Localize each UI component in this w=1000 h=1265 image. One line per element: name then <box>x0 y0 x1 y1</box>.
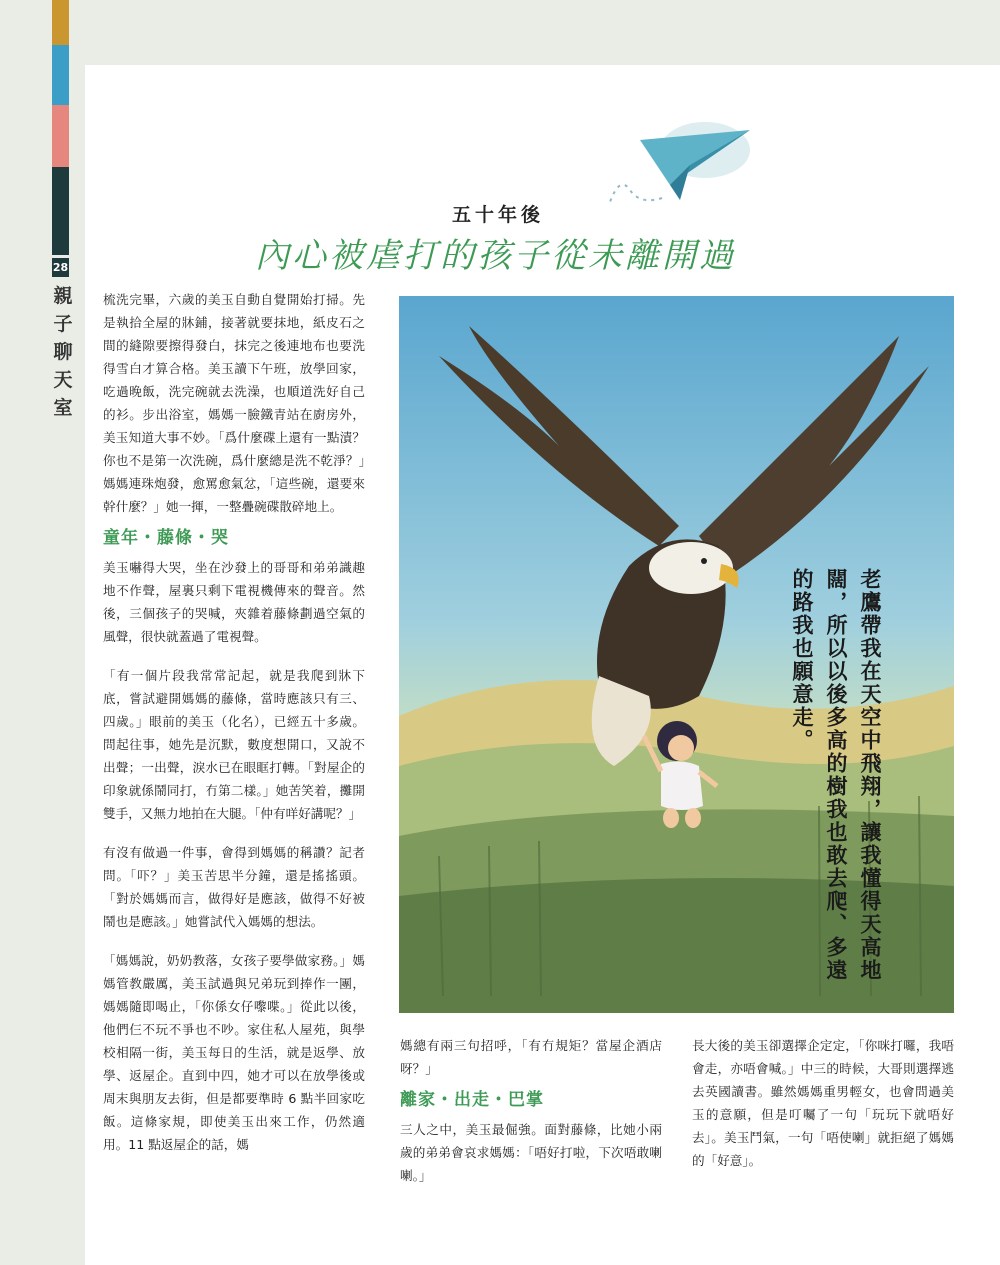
paragraph: 梳洗完畢，六歲的美玉自動自覺開始打掃。先是執拾全屋的牀鋪，接著就要抹地，紙皮石之間的縫隙要擦得發白，抹完之後連地布也要洗得雪白才算合格。美玉讀下午班，放學回家，吃過晚飯，洗完碗就去洗澡，也順道洗好自己的衫。步出浴室，媽媽一臉鐵青站在廚房外，美玉知道大事不妙。「爲什麼碟上還有一點漬？你也不是第一次洗碗，爲什麼總是洗不乾淨？」媽媽連珠炮發，愈罵愈氣忿，「這些碗，還要來幹什麼？」她一揮，一整疊碗碟散碎地上。 <box>103 292 365 514</box>
color-strip-gold <box>52 0 69 45</box>
color-strip-pink <box>52 105 69 167</box>
article-headline: 內心被虐打的孩子從未離開過 <box>255 236 736 276</box>
article-column-1 <box>103 288 365 1156</box>
paragraph: 美玉嚇得大哭，坐在沙發上的哥哥和弟弟識趣地不作聲，屋裏只剩下電視機傳來的聲音。然後，三個孩子的哭喊，夾雜着藤條劃過空氣的風聲，很快就蓋過了電視聲。 <box>103 560 365 644</box>
paragraph: 「有一個片段我常常記起，就是我爬到牀下底，嘗試避開媽媽的藤條，當時應該只有三、四歲。」眼前的美玉（化名），已經五十多歲。問起往事，她先是沉默，數度想開口，又說不出聲；一出聲，淚水已在眼眶打轉。「對屋企的印象就係鬧同打，冇第二樣。」她苦笑着，攤開雙手，又無力地拍在大腿。「仲有咩好講呢？」 <box>103 668 365 821</box>
paper-plane-icon <box>600 110 760 230</box>
paragraph: 三人之中，美玉最倔強。面對藤條，比她小兩歲的弟弟會哀求媽媽：「唔好打啦，下次唔敢喇喇。」 <box>400 1122 662 1183</box>
paragraph: 長大後的美玉卻選擇企定定，「你咪打囉，我唔會走，亦唔會喊。」中三的時候，大哥則選擇逃去英國讀書。雖然媽媽重男輕女，也會問過美玉的意願，但是叮囑了一句「玩玩下就唔好去」。美玉鬥氣，一句「唔使喇」就拒絕了媽媽的「好意」。 <box>692 1038 954 1168</box>
illustration-caption: 老鷹帶我在天空中飛翔，讓我懂得天高地闊，所以以後多高的樹我也敢去爬、多遠的路我也願意走。 <box>790 568 882 982</box>
section-title: 親子聊天室 <box>53 285 73 419</box>
article-column-2 <box>400 1034 662 1187</box>
color-strip-dark <box>52 167 69 255</box>
page-number: 28 <box>52 258 69 277</box>
paragraph: 媽總有兩三句招呼，「有冇規矩？當屋企酒店呀？」 <box>400 1038 662 1076</box>
article-column-3 <box>692 1034 954 1172</box>
paragraph: 「媽媽說，奶奶教落，女孩子要學做家務。」媽媽管教嚴厲，美玉試過與兄弟玩到捧作一團，媽媽隨即喝止，「你係女仔嚟喋。」從此以後，他們仨不玩不爭也不吵。家住私人屋苑，與學校相隔一街，美玉每日的生活，就是返學、放學、返屋企。直到中四，她才可以在放學後或周末與朋友去街，但是都要準時 6 點半回家吃飯。這條家規，即使美玉出來工作，仍然適用。11 點返屋企的話，媽 <box>103 953 365 1152</box>
subheading: 童年・藤條・哭 <box>103 528 229 548</box>
paragraph: 有沒有做過一件事，會得到媽媽的稱讚？記者問。「吓？」美玉苦思半分鐘，還是搖搖頭。「對於媽媽而言，做得好是應該，做得不好被鬧也是應該。」她嘗試代入媽媽的想法。 <box>103 845 365 929</box>
color-strip-blue <box>52 45 69 105</box>
article-kicker: 五十年後 <box>452 204 545 226</box>
subheading: 離家・出走・巴掌 <box>400 1090 544 1110</box>
